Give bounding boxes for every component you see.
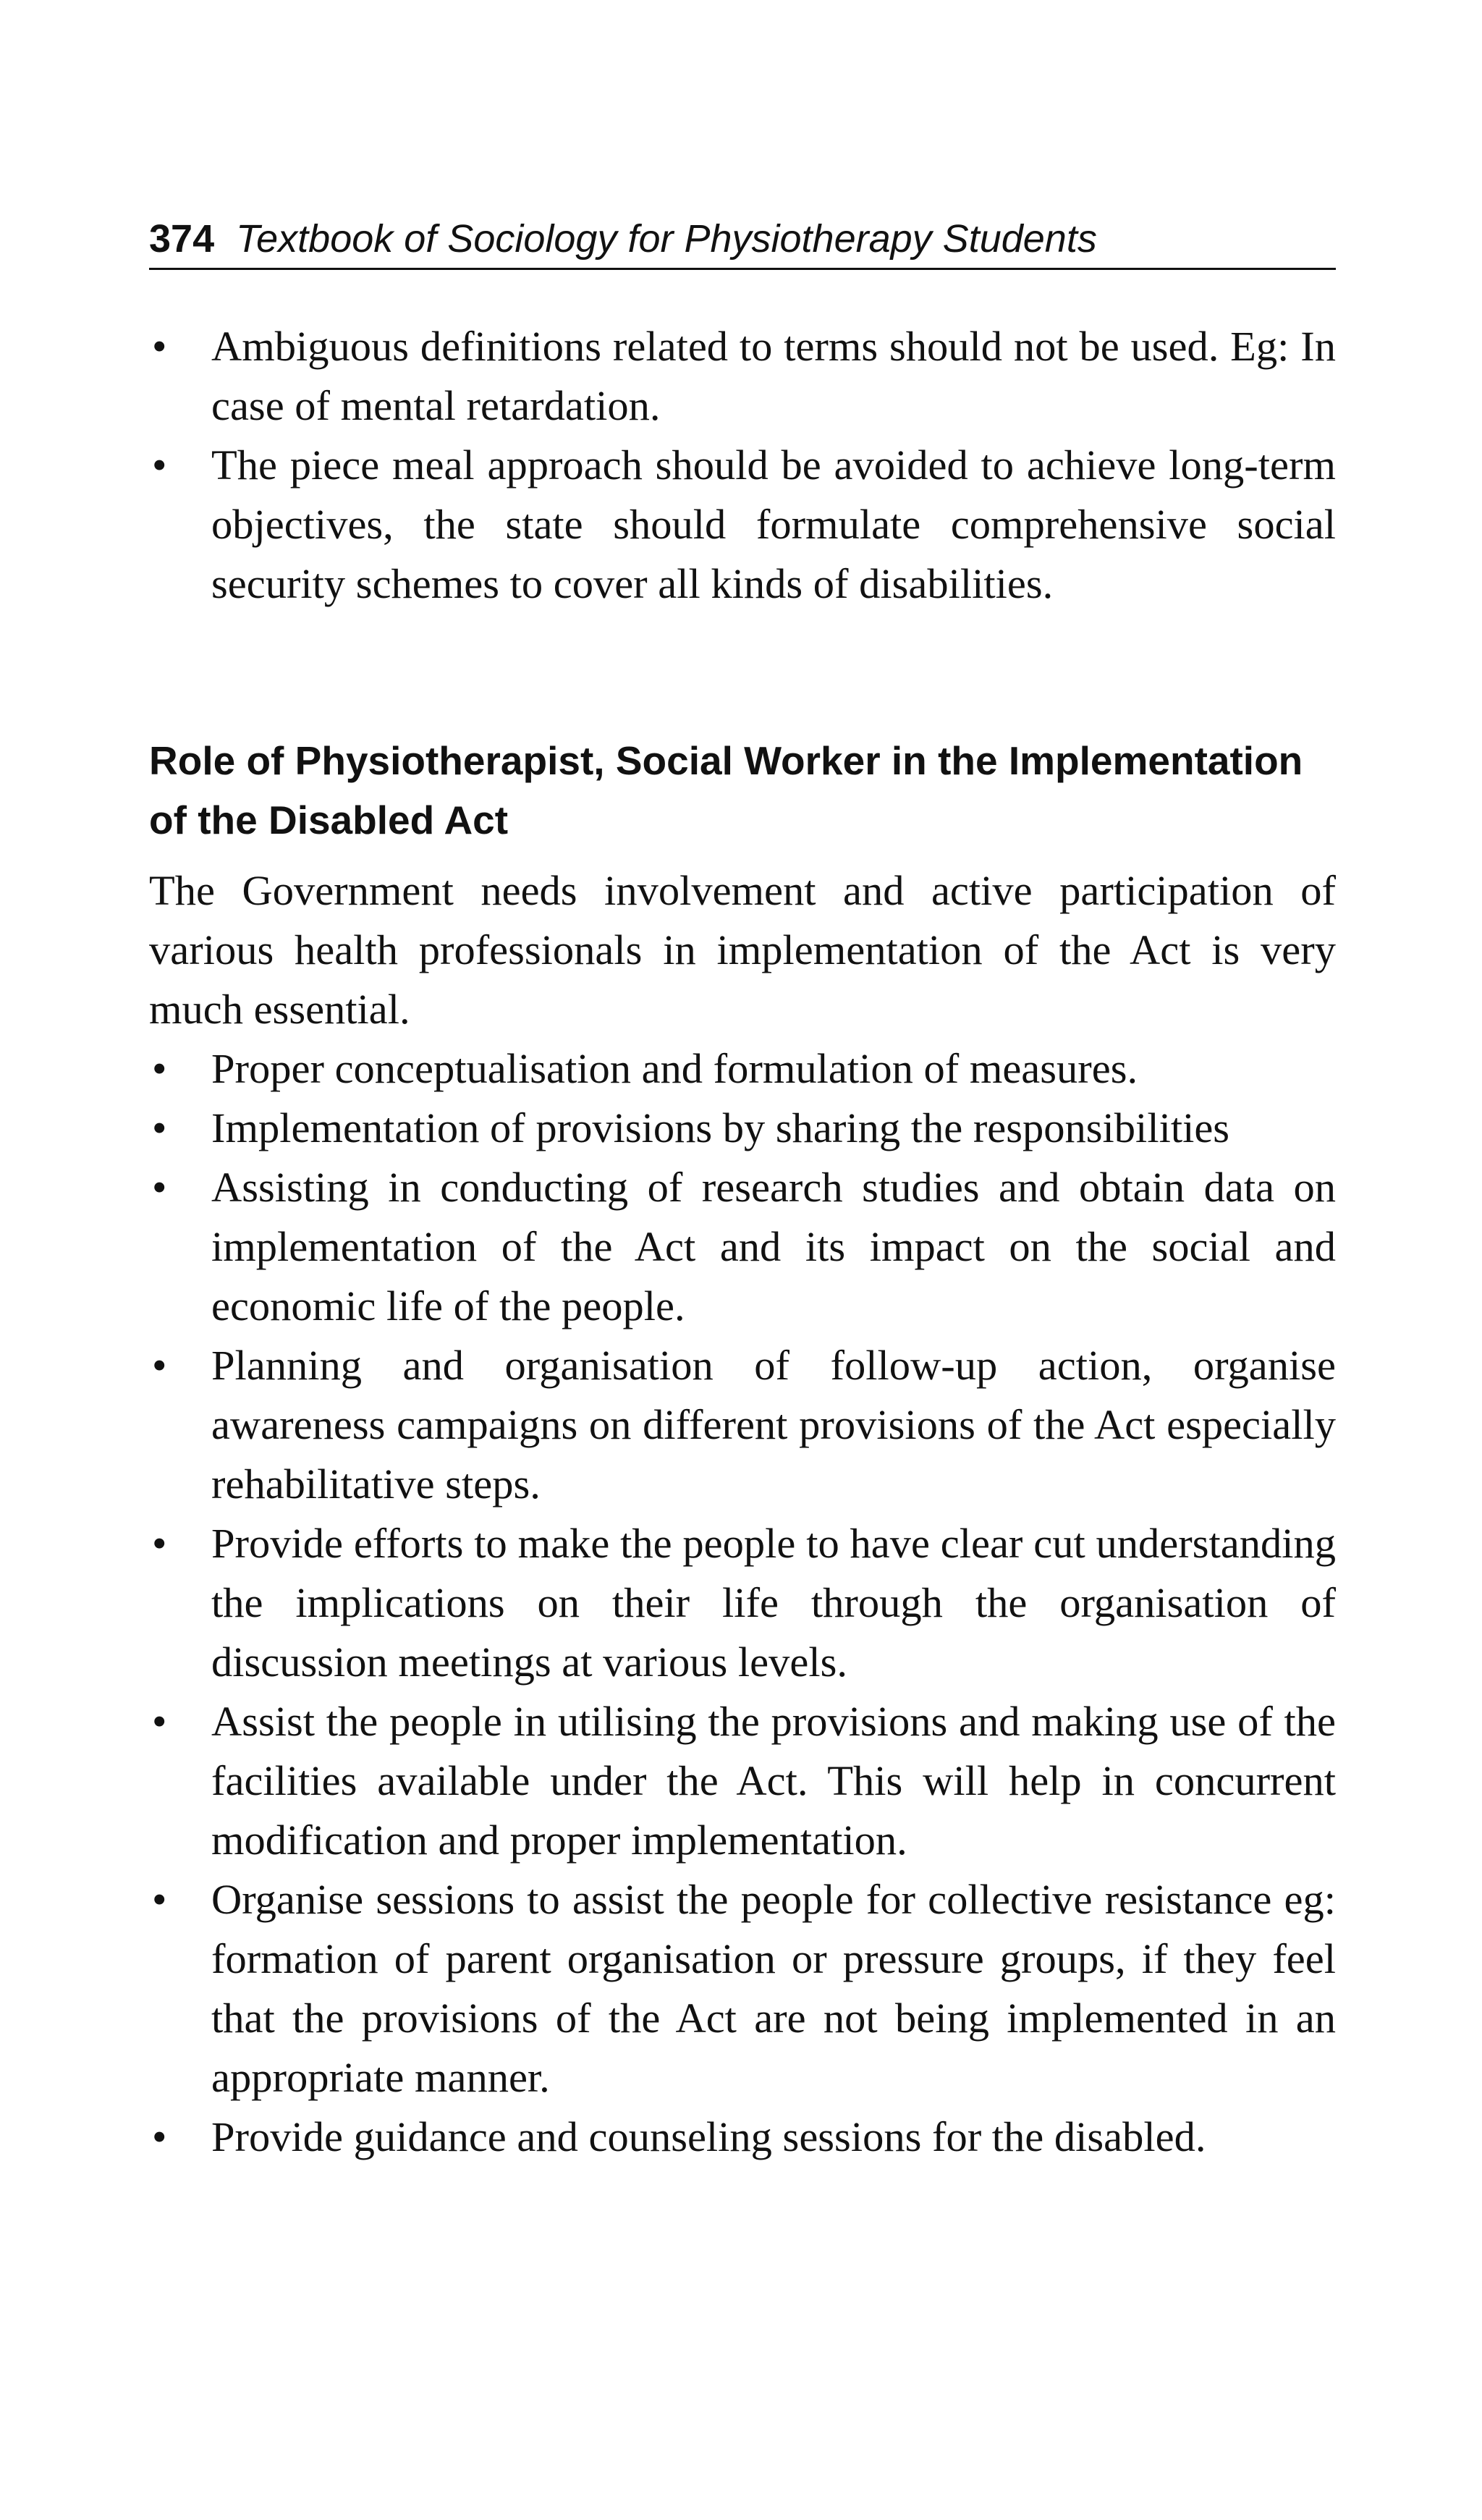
- list-item: [149, 1039, 1336, 1099]
- bullet-icon: •: [152, 2113, 167, 2160]
- list-item-text: Assisting in conducting of research studies and obtain data on implementation of the Act and its impact on the social and economic life of the people.: [211, 1164, 1336, 1329]
- list-item: [149, 317, 1336, 436]
- bullet-icon: •: [152, 1876, 167, 1923]
- list-item: [149, 436, 1336, 614]
- list-item: [149, 1336, 1336, 1514]
- page-number: 374: [149, 217, 215, 261]
- list-item: [149, 1870, 1336, 2107]
- book-title: Textbook of Sociology for Physiotherapy Students: [236, 217, 1097, 261]
- bullet-icon: •: [152, 1104, 167, 1151]
- list-item-text: Implementation of provisions by sharing the responsibilities: [211, 1104, 1230, 1151]
- list-item-text: Assist the people in utilising the provisions and making use of the facilities available under the Act. This will help in concurrent modification and proper implementation.: [211, 1698, 1336, 1864]
- list-item-text: Provide guidance and counseling sessions for the disabled.: [211, 2113, 1206, 2160]
- section-body: [149, 861, 1336, 2167]
- list-item-text: Organise sessions to assist the people for collective resistance eg: formation of parent organisation or pressure groups, if they feel that the provisions of the Act are not being implemented in an appropriate manner.: [211, 1876, 1336, 2101]
- list-item: [149, 1158, 1336, 1336]
- list-item-text: The piece meal approach should be avoided to achieve long-term objectives, the state should formulate comprehensive social security schemes to cover all kinds of disabilities.: [211, 441, 1336, 607]
- running-head: [149, 210, 1336, 270]
- section-intro-paragraph: The Government needs involvement and active participation of various health professionals in implementation of the Act is very much essential.: [149, 867, 1336, 1033]
- list-item: [149, 1692, 1336, 1870]
- section-heading: Role of Physiotherapist, Social Worker in the Implementation of the Disabled Act: [149, 738, 1303, 842]
- bullet-icon: •: [152, 1698, 167, 1745]
- bullet-icon: •: [152, 323, 167, 370]
- list-item: [149, 1514, 1336, 1692]
- list-item-text: Planning and organisation of follow-up action, organise awareness campaigns on different provisions of the Act especially rehabilitative steps.: [211, 1342, 1336, 1508]
- top-bullet-list-block: [149, 317, 1336, 614]
- list-item: [149, 1099, 1336, 1158]
- list-item-text: Ambiguous definitions related to terms should not be used. Eg: In case of mental retardation.: [211, 323, 1336, 429]
- bullet-icon: •: [152, 1520, 167, 1567]
- bullet-icon: •: [152, 1045, 167, 1092]
- list-item: [149, 2107, 1336, 2167]
- list-item-text: Proper conceptualisation and formulation of measures.: [211, 1045, 1138, 1092]
- list-item-text: Provide efforts to make the people to have clear cut understanding the implications on their life through the organisation of discussion meetings at various levels.: [211, 1520, 1336, 1686]
- top-bullet-list: [149, 317, 1336, 614]
- bullet-icon: •: [152, 1342, 167, 1389]
- section-bullet-list: [149, 1039, 1336, 2167]
- bullet-icon: •: [152, 441, 167, 489]
- bullet-icon: •: [152, 1164, 167, 1211]
